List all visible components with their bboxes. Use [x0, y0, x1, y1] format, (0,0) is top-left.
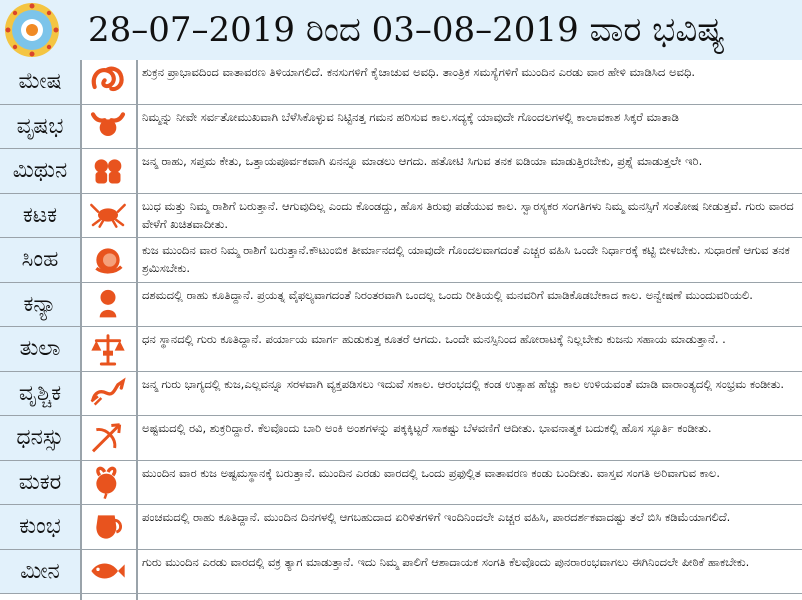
water-bearer-icon — [80, 505, 136, 549]
sign-name: ಕುಂಭ — [0, 505, 80, 549]
sign-row — [0, 461, 802, 506]
sign-row — [0, 283, 802, 328]
sign-name: ತುಲಾ — [0, 327, 80, 371]
lion-icon — [80, 238, 136, 282]
scorpion-icon — [80, 372, 136, 416]
sign-name: ಕನ್ಯಾ — [0, 283, 80, 327]
sign-name: ಧನಸ್ಸು — [0, 416, 80, 460]
maiden-icon — [80, 283, 136, 327]
sign-row — [0, 105, 802, 150]
sign-name: ಕಟಕ — [0, 194, 80, 238]
page-title: 28–07–2019 ರಿಂದ 03–08–2019 ವಾರ ಭವಿಷ್ಯ — [88, 10, 726, 50]
crab-icon — [80, 194, 136, 238]
sign-name: ಮೀನ — [0, 550, 80, 594]
horoscope-text: ನಿಮ್ಮನ್ನು ನೀವೇ ಸರ್ವತೋಮುಖವಾಗಿ ಬೆಳೆಸಿಕೊಳ್ಳುವ ನಿಟ್ಟಿನತ್ತ ಗಮನ ಹರಿಸುವ ಕಾಲ.ಸದ್ಯಕ್ಕೆ ಯಾವುದೇ ಗೊಂದಲಗಳಲ್ಲಿ ಕಾಲಾವಕಾಶ ಸಿಕ್ಕರೆ ಮಾತಾಡಿ — [142, 109, 679, 124]
sign-row — [0, 327, 802, 372]
horoscope-text: ಪಂಚಮದಲ್ಲಿ ರಾಹು ಕೂತಿದ್ದಾನೆ. ಮುಂದಿನ ದಿನಗಳಲ್ಲಿ ಆಗಬಹುದಾದ ಏರಿಳಿತಗಳಿಗೆ ಇಂದಿನಿಂದಲೇ ಎಚ್ಚರ ವಹಿಸಿ, ಪಾರದರ್ಶಕವಾದಷ್ಟು ತಲೆ ಬಿಸಿ ಕಡಿಮೆಯಾಗಲಿದೆ. — [142, 510, 731, 524]
horoscope-text: ಶುಕ್ರನ ಪ್ರಾಭಾವದಿಂದ ವಾತಾವರಣ ತಿಳಿಯಾಗಲಿದೆ. ಕನಸುಗಳಿಗೆ ಕೈಚಾಚುವ ಅವಧಿ. ತಾಂತ್ರಿಕ ಸಮಸ್ಯೆಗಳಿಗೆ ಮುಂದಿನ ಎರಡು ವಾರ ಹೇಳಿ ಮಾಡಿಸಿದ ಅವಧಿ. — [142, 65, 696, 79]
sign-row — [0, 238, 802, 283]
archer-icon — [80, 416, 136, 460]
sign-row — [0, 416, 802, 461]
zodiac-wheel-icon — [2, 2, 74, 58]
goat-icon — [80, 461, 136, 505]
horoscope-text: ದಶಮದಲ್ಲಿ ರಾಹು ಕೂತಿದ್ದಾನೆ. ಪ್ರಯತ್ನ ವೈಫಲ್ಯವಾಗದಂತೆ ನಿರಂತರವಾಗಿ ಒಂದಲ್ಲ ಒಂದು ರೀತಿಯಲ್ಲಿ ಮನವರಿಗೆ ಮಾಡಿಕೊಡಬೇಕಾದ ಕಾಲ. ಅನ್ವೇಷಣೆ ಮುಂದುವರಿಯಲಿ. — [142, 287, 753, 302]
ram-icon — [80, 60, 136, 104]
horoscope-text: ಕುಜ ಮುಂದಿನ ವಾರ ನಿಮ್ಮ ರಾಶಿಗೆ ಬರುತ್ತಾನೆ.ಕೌಟುಂಬಿಕ ತೀರ್ಮಾನದಲ್ಲಿ ಯಾವುದೇ ಗೊಂದಲವಾಗದಂತೆ ಎಚ್ಚರ ವಹಿಸಿ ಒಂದೇ ನಿರ್ಧಾರಕ್ಕೆ ಕಟ್ಟಿ ಬೀಳಬೇಕು. ಸುಧಾರಣೆ ಆಗುವ ತನಕ ಶ್ರಮಿಸಬೇಕು. — [142, 243, 790, 275]
sign-row — [0, 149, 802, 194]
fish-icon — [80, 550, 136, 594]
horoscope-text: ಬುಧ ಮತ್ತು ನಿಮ್ಮ ರಾಶಿಗೆ ಬರುತ್ತಾನೆ. ಆಗುವುದಿಲ್ಲ ಎಂದು ಕೊಂಡದ್ದು, ಹೊಸ ತಿರುವು ಪಡೆಯುವ ಕಾಲ. ಸ್ವಾರಸ್ಯಕರ ಸಂಗತಿಗಳು ನಿಮ್ಮ ಮನಸ್ಸಿಗೆ ಸಂತೋಷ ನೀಡುತ್ತವೆ. ಗುರು ವಾರದ ವೇಳೆಗೆ ಖಚಿತವಾದೀತು. — [142, 198, 794, 231]
horoscope-text: ಗುರು ಮುಂದಿನ ಎರಡು ವಾರದಲ್ಲಿ ವಕ್ರ ತ್ಯಾಗ ಮಾಡುತ್ತಾನೆ. ಇದು ನಿಮ್ಮ ಪಾಲಿಗೆ ಆಶಾದಾಯಕ ಸಂಗತಿ ಕೆಲವೊಂದು ಪುನರಾರಂಭವಾಗಲು ಈಗಿನಿಂದಲೇ ಪೀಠಿಕೆ ಹಾಕಬೇಕು. — [142, 554, 750, 569]
horoscope-text: ಜನ್ಮ ರಾಹು, ಸಪ್ತಮ ಕೇತು, ಒತ್ತಾಯಪೂರ್ವಕವಾಗಿ ಏನನ್ನೂ ಮಾಡಲು ಆಗದು. ಹತೋಟಿ ಸಿಗುವ ತನಕ ಐಡಿಯಾ ಮಾಡುತ್ತಿರಬೇಕು, ಪ್ರಶ್ನೆ ಮಾಡುತ್ತಲೇ ಇರಿ. — [142, 154, 703, 168]
sign-name: ಮೇಷ — [0, 60, 80, 104]
zodiac-table — [0, 60, 802, 594]
sign-row — [0, 550, 802, 595]
column-divider — [80, 60, 82, 600]
horoscope-text: ಜನ್ಮ ಗುರು ಭಾಗ್ಯದಲ್ಲಿ ಕುಜ,ಎಲ್ಲವನ್ನೂ ಸರಳವಾಗಿ ವ್ಯಕ್ತಪಡಿಸಲು ಇದುವೆ ಸಕಾಲ. ಆರಂಭದಲ್ಲಿ ಕಂಡ ಉತ್ಸಾಹ ಹೆಚ್ಚು ಕಾಲ ಉಳಿಯವಂತೆ ಮಾಡಿ ವಾರಾಂತ್ಯದಲ್ಲಿ ಸಂಭ್ರಮ ಕಂಡೀತು. — [142, 376, 785, 391]
horoscope-text: ಮುಂದಿನ ವಾರ ಕುಜ ಅಷ್ಟಮಸ್ಥಾನಕ್ಕೆ ಬರುತ್ತಾನೆ. ಮುಂದಿನ ಎರಡು ವಾರದಲ್ಲಿ ಒಂದು ಪ್ರಫುಲ್ಲಿತ ವಾತಾವರಣ ಕಂಡು ಬಂದೀತು. ವಾಸ್ತವ ಸಂಗತಿ ಅರಿವಾಗುವ ಕಾಲ. — [142, 465, 721, 480]
scales-icon — [80, 327, 136, 371]
sign-row — [0, 60, 802, 105]
sign-name: ವೃಶ್ಚಿಕ — [0, 372, 80, 416]
sign-name: ವೃಷಭ — [0, 105, 80, 149]
column-divider — [136, 60, 138, 600]
sign-name: ಮಿಥುನ — [0, 149, 80, 193]
sign-row — [0, 372, 802, 417]
sign-name: ಸಿಂಹ — [0, 238, 80, 282]
horoscope-text: ಧನ ಸ್ಥಾನದಲ್ಲಿ ಗುರು ಕೂತಿದ್ದಾನೆ. ಪರ್ಯಾಯ ಮಾರ್ಗ ಹುಡುಕುತ್ತ ಕೂತರೆ ಆಗದು. ಒಂದೇ ಮನಸ್ಸಿನಿಂದ ಹೋರಾಟಕ್ಕೆ ನಿಲ್ಲಬೇಕು ಕುಜನು ಸಹಾಯ ಮಾಡುತ್ತಾನೆ. . — [142, 332, 726, 346]
header-bar — [0, 0, 802, 60]
sign-row — [0, 194, 802, 239]
twins-icon — [80, 149, 136, 193]
sign-row — [0, 505, 802, 550]
bull-icon — [80, 105, 136, 149]
horoscope-text: ಅಷ್ಟಮದಲ್ಲಿ ರವಿ, ಶುಕ್ರರಿದ್ದಾರೆ. ಕೆಲವೊಂದು ಬಾರಿ ಅಂಕಿ ಅಂಶಗಳನ್ನು ಪಕ್ಕಕ್ಕಿಟ್ಟರೆ ಸಾಕಷ್ಟು ಬೆಳವಣಿಗೆ ಆದೀತು. ಭಾವನಾತ್ಮಕ ಬದುಕಲ್ಲಿ ಹೊಸ ಸ್ಫೂರ್ತಿ ಕಂಡೀತು. — [142, 421, 712, 435]
sign-name: ಮಕರ — [0, 461, 80, 505]
